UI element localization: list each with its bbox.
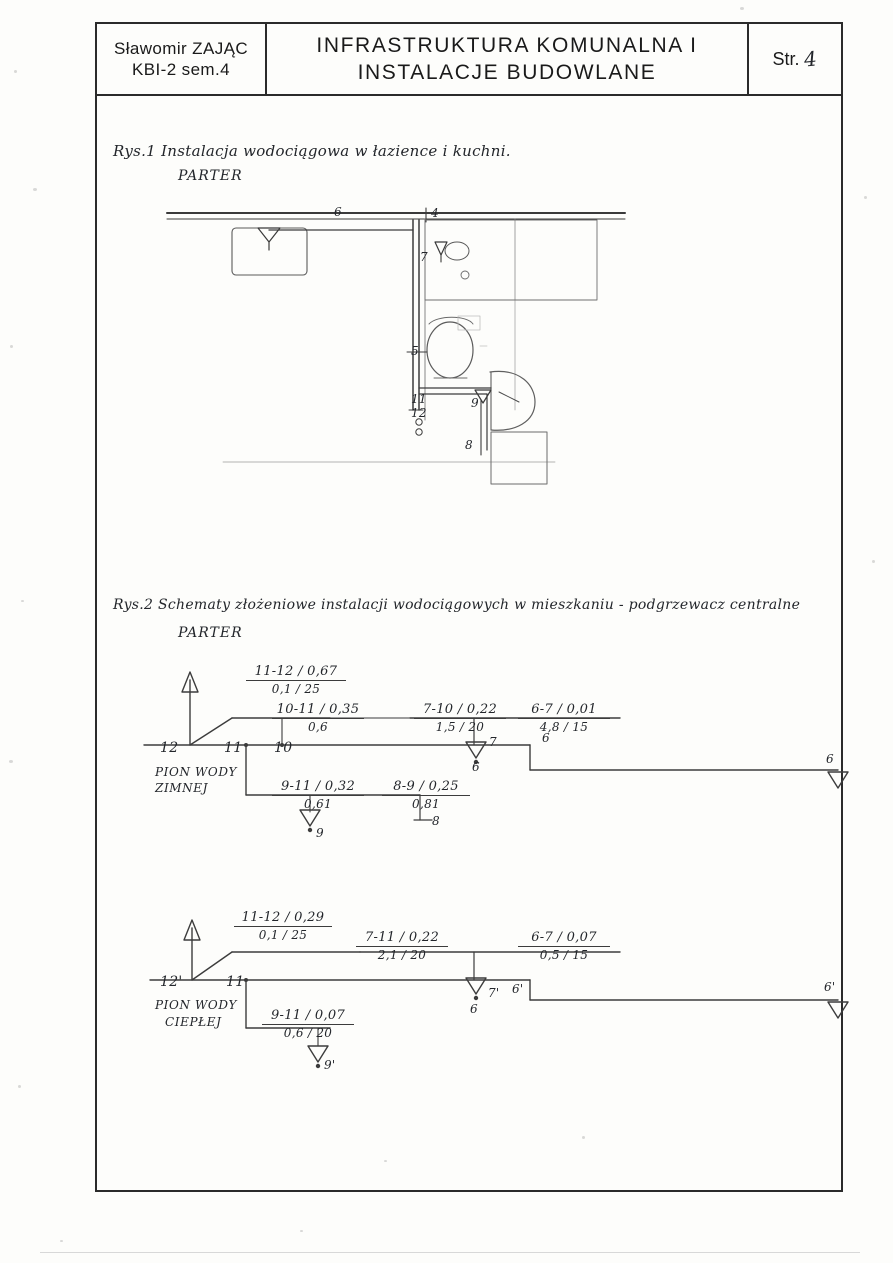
figure3-fraction (356, 930, 448, 962)
figure2-node-label: 8 (432, 814, 440, 828)
figure1-caption: Rys.1 Instalacja wodociągowa w łazience i kuchni. (113, 142, 511, 160)
fraction-bar (518, 946, 610, 947)
fraction-bar (356, 946, 448, 947)
fraction-bottom: 2,1 / 20 (377, 948, 427, 962)
figure2-riser-label-line1: PION WODY (155, 765, 238, 779)
fraction-top: 6-7 / 0,01 (531, 702, 597, 717)
figure1-label: 9 (471, 396, 479, 410)
fraction-top: 7-10 / 0,22 (422, 702, 498, 717)
fraction-bottom: 0,6 / 20 (283, 1026, 333, 1040)
document-title-line1: INFRASTRUKTURA KOMUNALNA I (316, 33, 698, 57)
fraction-top: 11-12 / 0,29 (241, 910, 325, 925)
figure3-node-label: 9' (324, 1058, 336, 1072)
figure2-riser-label-line2: ZIMNEJ (155, 781, 209, 795)
fraction-bar (234, 926, 332, 927)
fraction-bottom: 0,1 / 25 (258, 928, 308, 942)
figure3-node-label: 6' (512, 982, 524, 996)
figure3-fraction (234, 910, 332, 942)
figure1-label: 6 (334, 205, 342, 219)
author-group: KBI-2 sem.4 (132, 60, 230, 79)
figure3-node-label: 6' (824, 980, 836, 994)
figure1-label: 5 (411, 344, 419, 358)
figure1-label: 11 (411, 392, 427, 406)
figure3-fraction (518, 930, 610, 962)
figure2-subcaption: PARTER (178, 625, 243, 641)
figure1-label: 4 (431, 206, 439, 220)
fraction-top: 11-12 / 0,67 (254, 664, 338, 679)
page-label: Str. (772, 48, 800, 69)
document-title-line2: INSTALACJE BUDOWLANE (357, 61, 657, 84)
fraction-bottom: 0,6 (308, 720, 328, 734)
figure3-fraction (262, 1008, 354, 1040)
figure2-node-label: 6 (542, 731, 550, 745)
figure2-node-label: 9 (316, 826, 324, 840)
figure1-label: 12 (411, 406, 427, 420)
figure2-caption: Rys.2 Schematy złożeniowe instalacji wodociągowych w mieszkaniu - podgrzewacz centralne (113, 597, 801, 613)
fraction-bar (262, 1024, 354, 1025)
fraction-bottom: 0,1 / 25 (271, 682, 321, 696)
figure1-label: 7 (420, 250, 428, 264)
figure3-riser-label-line2: CIEPŁEJ (165, 1015, 222, 1029)
fraction-top: 7-11 / 0,22 (364, 930, 440, 945)
fraction-bottom: 1,5 / 20 (435, 720, 485, 734)
figure1-subcaption: PARTER (178, 168, 243, 184)
fraction-top: 8-9 / 0,25 (393, 779, 459, 794)
figure3-node-label: 12' (160, 974, 183, 990)
figure2-node-label: 10 (274, 740, 293, 756)
figure2-node-label: 12 (160, 740, 179, 756)
author-name: Sławomir ZAJĄC (113, 38, 249, 58)
fraction-bottom: 0,81 (412, 797, 440, 811)
figure3-node-label: 7' (488, 986, 500, 1000)
figure3-node-label: 6 (470, 1002, 478, 1016)
fraction-bottom: 4,8 / 15 (539, 720, 589, 734)
figure2-node-label: 6 (472, 760, 480, 774)
fraction-bottom: 0,5 / 15 (539, 948, 589, 962)
figure2-node-label: 11 (224, 740, 243, 756)
fraction-top: 6-7 / 0,07 (531, 930, 597, 945)
figure2-node-label: 6 (826, 752, 834, 766)
figure3-riser-label-line1: PION WODY (155, 998, 238, 1012)
fraction-top: 9-11 / 0,32 (280, 779, 356, 794)
figure3-node-label: 11 (226, 974, 245, 990)
fraction-bottom: 0,61 (304, 797, 332, 811)
fraction-top: 10-11 / 0,35 (276, 702, 360, 717)
figure2-node-label: 7 (489, 735, 497, 749)
figure1-label: 8 (465, 438, 473, 452)
fraction-top: 9-11 / 0,07 (270, 1008, 346, 1023)
page-number: 4 (803, 46, 819, 72)
